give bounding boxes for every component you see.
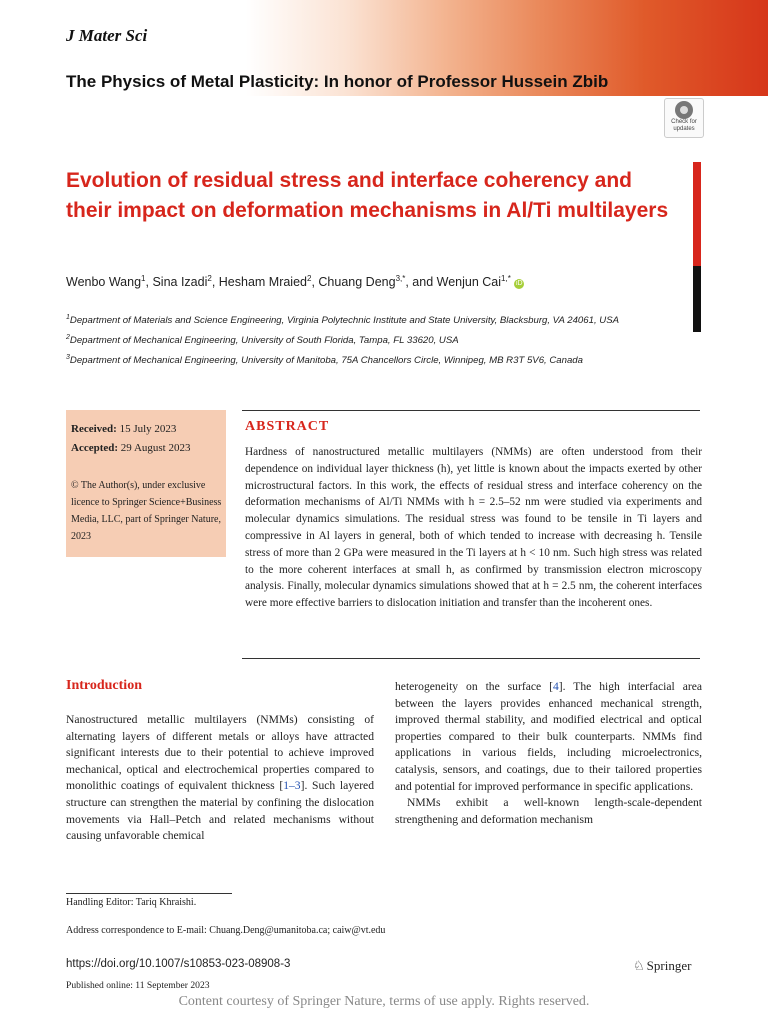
handling-editor: Handling Editor: Tariq Khraishi.	[66, 897, 197, 908]
publisher-logo: ♘ Springer	[633, 958, 692, 973]
introduction-heading: Introduction	[66, 678, 142, 693]
springer-horse-icon: ♘	[633, 958, 645, 973]
author-list: Wenbo Wang$^1$, Sina Izadi$^2$, Hesham Mraied$^2$, Chuang Deng$^{3,*}$, and Wenjun Cai$^{1,*}$ iD	[66, 274, 523, 290]
correspondence-address: Address correspondence to E-mail: Chuang.Deng@umanitoba.ca; caiw@vt.edu	[66, 925, 386, 936]
abstract-text: Hardness of nanostructured metallic multilayers (NMMs) are often understood from their dependence on individual layer thickness (h), yet little is known about the impacts exerted by other microstructural factors. In this work, the effects of residual stress and interface coherency on the deformation mechanisms of Al/Ti NMMs with h = 2.5–52 nm were studied via experiments and molecular dynamics simulations. The residual stress was found to be tensile in Ti layers and compressive in Al layers in general, both of which tended to increase with decreasing h. Tensile stress of more than 2 GPa were measured in the Ti layers at h < 10 nm. Such high stress was related to the more coherent interfaces at small h, as confirmed by transmission electron microscopy analysis. Finally, molecular dynamics simulations showed that at h = 2.5 nm, the coherent interfaces were more effective barriers to dislocation initiation and transfer than the incoherent ones.	[245, 446, 702, 610]
paragraph: NMMs exhibit a well-known length-scale-dependent strengthening and deformation mechanism	[395, 796, 702, 826]
footnote-rule	[66, 893, 232, 894]
check-updates-label: Check for updates	[671, 119, 697, 132]
author-name: Chuang Deng	[318, 275, 396, 290]
affiliation-item: $^1$Department of Materials and Science Engineering, Virginia Polytechnic Institute and State University, Blacksburg, VA 24061, USA	[66, 314, 619, 327]
article-title: Evolution of residual stress and interface coherency and their impact on deformation mechanisms in Al/Ti multilayers	[66, 169, 669, 222]
dates-box	[66, 410, 226, 557]
published-date: Published online: 11 September 2023	[66, 980, 210, 991]
special-issue-title: The Physics of Metal Plasticity: In honor of Professor Hussein Zbib	[66, 72, 609, 91]
paragraph: Nanostructured metallic multilayers (NMMs) consisting of alternating layers of different metals or alloys have attracted significant interests due to their potential to achieve improved mechanical, optical and electrochemical properties compared to monolithic coatings of equivalent thickness [1–3]. Such layered structure can strengthen the material by confining the dislocation movements via Hall–Petch and related mechanisms without causing unfavorable chemical	[66, 713, 374, 843]
accepted-date: Accepted: 29 August 2023	[71, 442, 191, 454]
abstract-rule-bottom	[242, 658, 700, 659]
check-updates-icon	[675, 101, 693, 119]
accent-bar-black	[693, 266, 701, 332]
paragraph: heterogeneity on the surface [4]. The high interfacial area between the layers provides enhanced mechanical strength, improved thermal stability, and modified electrical and optical properties compared to their bulk counterparts. NMMs find applications in various fields, including microelectronics, catalysis, sensors, and coatings, due to their tailored properties and potential for improved performance in specific applications.	[395, 680, 702, 793]
author-name: Wenjun Cai	[436, 275, 502, 290]
author-name: Hesham Mraied	[218, 275, 307, 290]
author-name: Wenbo Wang	[66, 275, 142, 290]
courtesy-notice: Content courtesy of Springer Nature, terms of use apply. Rights reserved.	[178, 994, 590, 1009]
doi-link[interactable]: https://doi.org/10.1007/s10853-023-08908-3	[66, 958, 291, 970]
orcid-icon[interactable]: iD	[516, 280, 523, 288]
affiliation-item: $^2$Department of Mechanical Engineering, University of South Florida, Tampa, FL 33620, USA	[66, 334, 459, 347]
check-for-updates-button[interactable]	[664, 98, 704, 138]
copyright-notice: © The Author(s), under exclusive licence to Springer Science+Business Media, LLC, part of Springer Nature, 2023	[71, 480, 222, 542]
accent-bar-red	[693, 162, 701, 266]
author-name: Sina Izadi	[152, 275, 208, 290]
abstract-heading: ABSTRACT	[245, 419, 330, 434]
journal-name: J Mater Sci	[66, 26, 148, 45]
abstract-rule-top	[242, 410, 700, 411]
received-date: Received: 15 July 2023	[71, 423, 177, 435]
affiliations	[66, 309, 619, 370]
citation-link[interactable]: 1–3	[283, 779, 301, 793]
body-column-left	[66, 712, 374, 845]
body-column-right	[395, 679, 702, 828]
affiliation-item: $^3$Department of Mechanical Engineering, University of Manitoba, 75A Chancellors Circle, Winnipeg, MB R3T 5V6, Canada	[66, 354, 583, 367]
citation-link[interactable]: 4	[552, 680, 559, 693]
